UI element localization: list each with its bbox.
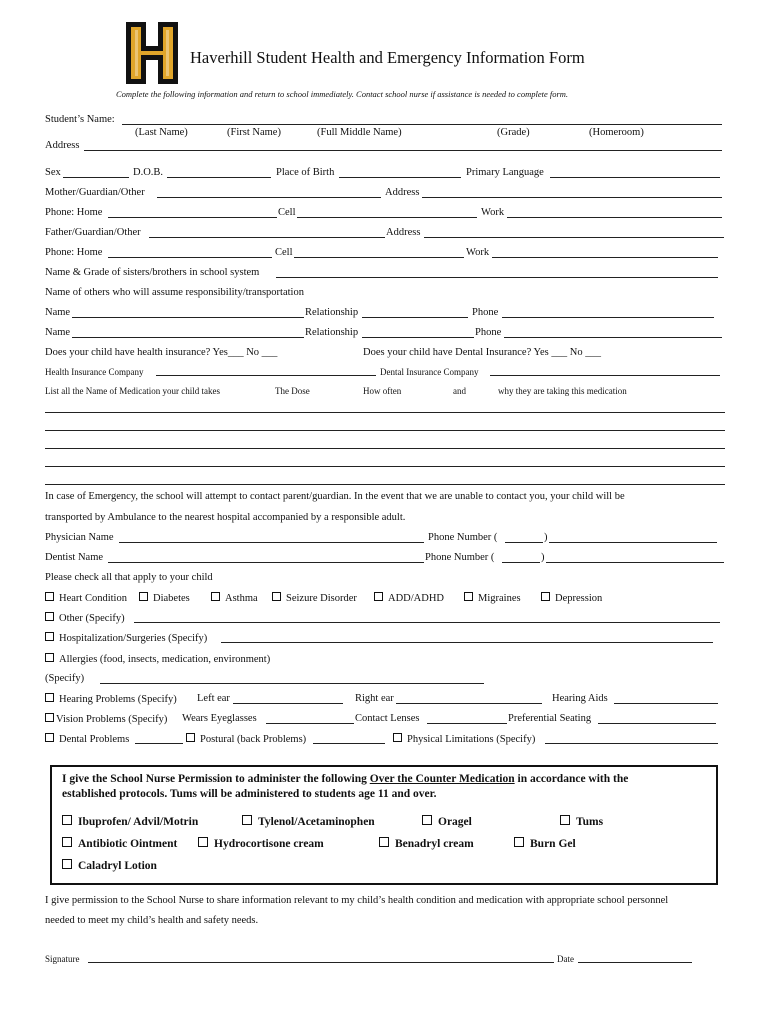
medication-why-label: why they are taking this medication <box>498 386 627 396</box>
phone1-home-field[interactable] <box>108 217 277 218</box>
contact2-name-field[interactable] <box>72 337 304 338</box>
dentist-phone-close: ) <box>541 552 545 563</box>
father-field[interactable] <box>149 237 385 238</box>
medication-line-4[interactable] <box>45 466 725 467</box>
signature-label: Signature <box>45 954 80 964</box>
address-label: Address <box>45 140 80 151</box>
medication-line-2[interactable] <box>45 430 725 431</box>
condition-dental[interactable]: Dental Problems <box>45 733 129 745</box>
mother-address-label: Address <box>385 187 420 198</box>
checkbox-icon[interactable] <box>211 592 220 601</box>
health-company-label: Health Insurance Company <box>45 367 144 377</box>
vision-seating-field[interactable] <box>598 723 716 724</box>
phone2-home-label: Phone: Home <box>45 247 103 258</box>
checkbox-icon[interactable] <box>45 713 54 722</box>
vision-contacts-field[interactable] <box>427 723 507 724</box>
date-label: Date <box>557 954 574 964</box>
father-label: Father/Guardian/Other <box>45 227 141 238</box>
phone2-cell-field[interactable] <box>294 257 464 258</box>
dentist-field[interactable] <box>108 562 424 563</box>
check-all-label: Please check all that apply to your child <box>45 572 213 583</box>
other-specify-field[interactable] <box>134 622 720 623</box>
medication-list-label: List all the Name of Medication your child takes <box>45 386 220 396</box>
dob-field[interactable] <box>167 177 271 178</box>
condition-depression[interactable]: Depression <box>541 592 602 604</box>
checkbox-icon[interactable] <box>198 837 208 847</box>
checkbox-icon[interactable] <box>514 837 524 847</box>
checkbox-icon[interactable] <box>45 612 54 621</box>
otc-antibiotic[interactable]: Antibiotic Ointment <box>62 837 177 850</box>
phone2-cell-label: Cell <box>275 247 293 258</box>
otc-ibuprofen[interactable]: Ibuprofen/ Advil/Motrin <box>62 815 198 828</box>
physician-label: Physician Name <box>45 532 114 543</box>
condition-diabetes[interactable]: Diabetes <box>139 592 190 604</box>
col-middle-name: (Full Middle Name) <box>317 127 402 138</box>
contact2-relationship-label: Relationship <box>305 327 359 338</box>
dental-company-label: Dental Insurance Company <box>380 367 479 377</box>
vision-eyeglasses-label: Wears Eyeglasses <box>182 713 257 724</box>
hearing-right-label: Right ear <box>355 693 394 704</box>
siblings-label: Name & Grade of sisters/brothers in school system <box>45 267 260 278</box>
condition-physical[interactable]: Physical Limitations (Specify) <box>393 733 535 745</box>
birthplace-field[interactable] <box>339 177 461 178</box>
phone2-home-field[interactable] <box>108 257 272 258</box>
condition-heart[interactable]: Heart Condition <box>45 592 127 604</box>
phone1-work-field[interactable] <box>507 217 722 218</box>
otc-permission-text: I give the School Nurse Permission to administer the following Over the Counter Medication in accordance with the <box>62 773 629 785</box>
father-address-field[interactable] <box>424 237 724 238</box>
hearing-right-field[interactable] <box>396 703 542 704</box>
page-subtitle: Complete the following information and return to school immediately. Contact school nurse if assistance is needed to complete form. <box>116 89 569 99</box>
medication-often-label: How often <box>363 386 402 396</box>
medication-line-1[interactable] <box>45 412 725 413</box>
condition-add-adhd[interactable]: ADD/ADHD <box>374 592 444 604</box>
contact1-name-label: Name <box>45 307 71 318</box>
hospitalization-field[interactable] <box>221 642 713 643</box>
checkbox-icon[interactable] <box>139 592 148 601</box>
otc-tylenol[interactable]: Tylenol/Acetaminophen <box>242 815 375 828</box>
checkbox-icon[interactable] <box>186 733 195 742</box>
physician-phone-field[interactable] <box>549 542 717 543</box>
allergies-specify-label: (Specify) <box>45 673 85 684</box>
condition-migraines[interactable]: Migraines <box>464 592 521 604</box>
dental-field[interactable] <box>135 743 183 744</box>
checkbox-icon[interactable] <box>393 733 402 742</box>
otc-oragel[interactable]: Oragel <box>422 815 472 828</box>
checkbox-icon[interactable] <box>45 733 54 742</box>
col-first-name: (First Name) <box>227 127 281 138</box>
contact2-phone-label: Phone <box>475 327 502 338</box>
mother-field[interactable] <box>157 197 381 198</box>
sex-field[interactable] <box>63 177 129 178</box>
postural-field[interactable] <box>313 743 385 744</box>
date-field[interactable] <box>578 962 692 963</box>
condition-other[interactable]: Other (Specify) <box>45 612 125 624</box>
checkbox-icon[interactable] <box>374 592 383 601</box>
condition-asthma[interactable]: Asthma <box>211 592 258 604</box>
father-address-label: Address <box>386 227 421 238</box>
dob-label: D.O.B. <box>133 167 164 178</box>
checkbox-icon[interactable] <box>560 815 570 825</box>
condition-hearing[interactable]: Hearing Problems (Specify) <box>45 693 177 705</box>
condition-hospitalization[interactable]: Hospitalization/Surgeries (Specify) <box>45 632 207 644</box>
vision-seating-label: Preferential Seating <box>508 713 592 724</box>
contact1-relationship-label: Relationship <box>305 307 359 318</box>
allergies-specify-field[interactable] <box>100 683 484 684</box>
condition-allergies[interactable]: Allergies (food, insects, medication, environment) <box>45 653 270 665</box>
checkbox-icon[interactable] <box>464 592 473 601</box>
hearing-left-label: Left ear <box>197 693 230 704</box>
contact1-phone-field[interactable] <box>502 317 714 318</box>
checkbox-icon[interactable] <box>242 815 252 825</box>
vision-contacts-label: Contact Lenses <box>355 713 420 724</box>
haverhill-h-logo <box>124 20 180 86</box>
checkbox-icon[interactable] <box>379 837 389 847</box>
phone1-cell-label: Cell <box>278 207 296 218</box>
otc-protocol-text: established protocols. Tums will be administered to students age 11 and over. <box>62 788 437 800</box>
checkbox-icon[interactable] <box>62 837 72 847</box>
checkbox-icon[interactable] <box>272 592 281 601</box>
hearing-aids-label: Hearing Aids <box>552 693 608 704</box>
contact2-name-label: Name <box>45 327 71 338</box>
permission-text-line1: I give permission to the School Nurse to share information relevant to my child’s health condition and medication with appropriate school personnel <box>45 895 669 906</box>
checkbox-icon[interactable] <box>541 592 550 601</box>
physician-area-code-field[interactable] <box>505 542 543 543</box>
checkbox-icon[interactable] <box>45 693 54 702</box>
condition-vision[interactable]: Vision Problems (Specify) <box>45 713 167 725</box>
hearing-left-field[interactable] <box>233 703 343 704</box>
health-insurance-question[interactable]: Does your child have health insurance? Yes___ No ___ <box>45 347 278 358</box>
condition-postural[interactable]: Postural (back Problems) <box>186 733 306 745</box>
phone2-work-label: Work <box>466 247 490 258</box>
phone1-cell-field[interactable] <box>297 217 477 218</box>
hearing-aids-field[interactable] <box>614 703 718 704</box>
medication-and-label: and <box>453 386 466 396</box>
sex-label: Sex <box>45 167 61 178</box>
medication-line-3[interactable] <box>45 448 725 449</box>
medication-dose-label: The Dose <box>275 386 310 396</box>
language-field[interactable] <box>550 177 720 178</box>
others-label: Name of others who will assume responsibility/transportation <box>45 287 304 298</box>
checkbox-icon[interactable] <box>45 592 54 601</box>
col-homeroom: (Homeroom) <box>589 127 644 138</box>
physician-field[interactable] <box>119 542 424 543</box>
otc-benadryl[interactable]: Benadryl cream <box>379 837 474 850</box>
otc-hydrocortisone[interactable]: Hydrocortisone cream <box>198 837 324 850</box>
checkbox-icon[interactable] <box>62 859 72 869</box>
dental-insurance-question[interactable]: Does your child have Dental Insurance? Yes ___ No ___ <box>363 347 601 358</box>
checkbox-icon[interactable] <box>422 815 432 825</box>
contact1-name-field[interactable] <box>72 317 304 318</box>
student-name-field[interactable] <box>122 124 722 125</box>
col-grade: (Grade) <box>497 127 530 138</box>
condition-seizure[interactable]: Seizure Disorder <box>272 592 357 604</box>
contact2-relationship-field[interactable] <box>362 337 474 338</box>
otc-caladryl[interactable]: Caladryl Lotion <box>62 859 157 872</box>
permission-text-line2: needed to meet my child’s health and safety needs. <box>45 915 259 926</box>
physician-phone-close: ) <box>544 532 548 543</box>
col-last-name: (Last Name) <box>135 127 188 138</box>
birthplace-label: Place of Birth <box>276 167 335 178</box>
emergency-text-line1: In case of Emergency, the school will attempt to contact parent/guardian. In the event that we are unable to contact you, your child will be <box>45 491 625 502</box>
health-company-field[interactable] <box>156 375 376 376</box>
phone1-work-label: Work <box>481 207 505 218</box>
phone1-home-label: Phone: Home <box>45 207 103 218</box>
physical-field[interactable] <box>545 743 718 744</box>
checkbox-icon[interactable] <box>62 815 72 825</box>
siblings-field[interactable] <box>276 277 718 278</box>
student-name-label: Student’s Name: <box>45 114 115 125</box>
phone2-work-field[interactable] <box>492 257 718 258</box>
physician-phone-label: Phone Number ( <box>428 532 498 543</box>
mother-label: Mother/Guardian/Other <box>45 187 145 198</box>
otc-tums[interactable]: Tums <box>560 815 603 828</box>
mother-address-field[interactable] <box>422 197 722 198</box>
language-label: Primary Language <box>466 167 544 178</box>
otc-permission-box <box>50 765 718 885</box>
checkbox-icon[interactable] <box>45 653 54 662</box>
contact2-phone-field[interactable] <box>504 337 722 338</box>
medication-line-5[interactable] <box>45 484 725 485</box>
contact1-phone-label: Phone <box>472 307 499 318</box>
dentist-label: Dentist Name <box>45 552 104 563</box>
dentist-area-code-field[interactable] <box>502 562 540 563</box>
signature-field[interactable] <box>88 962 554 963</box>
dentist-phone-label: Phone Number ( <box>425 552 495 563</box>
otc-burn-gel[interactable]: Burn Gel <box>514 837 576 850</box>
contact1-relationship-field[interactable] <box>362 317 468 318</box>
emergency-text-line2: transported by Ambulance to the nearest hospital accompanied by a responsible adult. <box>45 512 406 523</box>
address-field[interactable] <box>84 150 722 151</box>
checkbox-icon[interactable] <box>45 632 54 641</box>
dentist-phone-field[interactable] <box>546 562 724 563</box>
vision-eyeglasses-field[interactable] <box>266 723 354 724</box>
page-title: Haverhill Student Health and Emergency Information Form <box>190 48 585 67</box>
dental-company-field[interactable] <box>490 375 720 376</box>
